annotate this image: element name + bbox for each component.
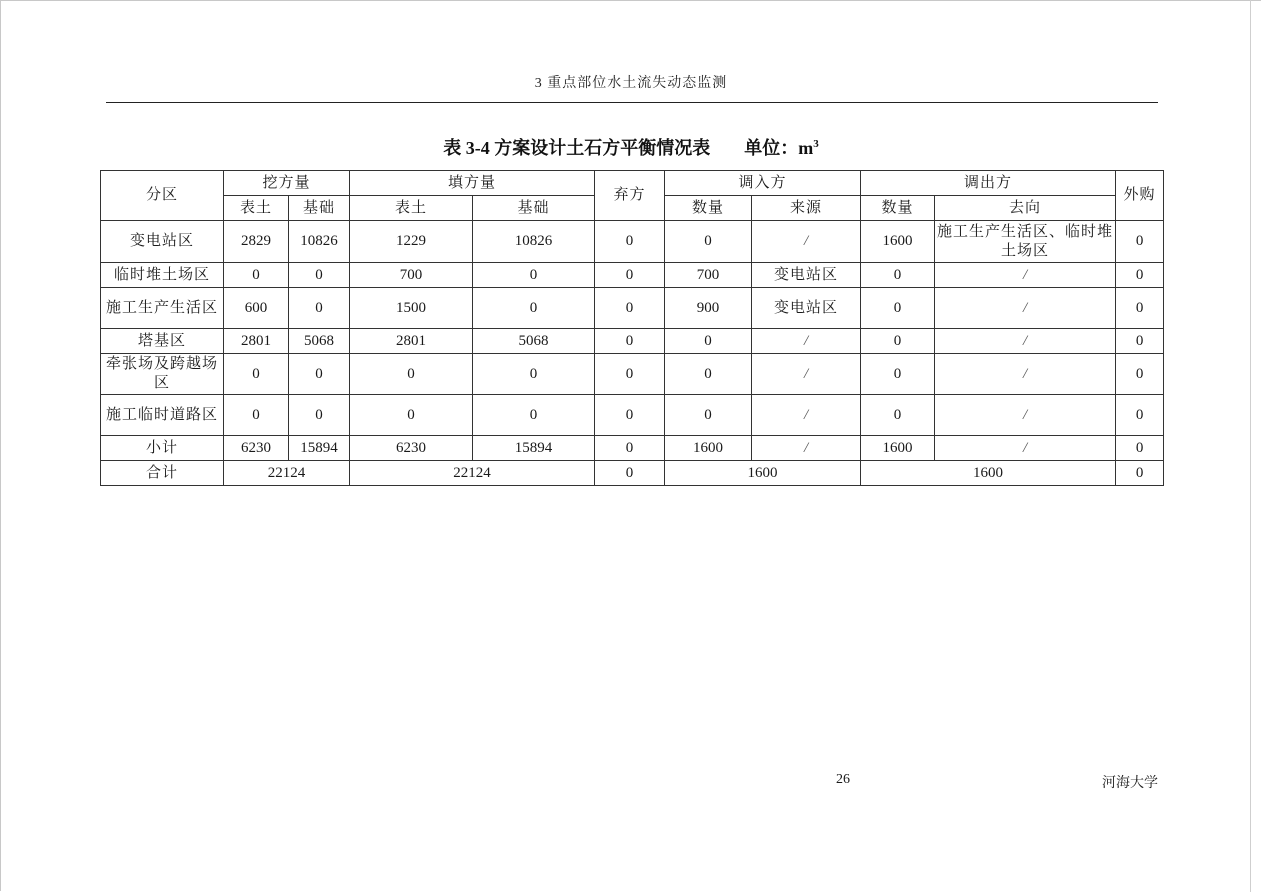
- cell-in-quantity: 700: [665, 263, 752, 288]
- cell-out-quantity: 0: [861, 354, 935, 395]
- cell-out-quantity: 0: [861, 263, 935, 288]
- cell-fill-foundation: 0: [473, 354, 595, 395]
- cell-total-label: 合计: [101, 461, 224, 486]
- header-in-source: 来源: [752, 196, 861, 221]
- cell-exc-topsoil: 0: [224, 395, 289, 436]
- cell-out-quantity: 0: [861, 395, 935, 436]
- cell-zone: 塔基区: [101, 329, 224, 354]
- cell-in-source: /: [752, 329, 861, 354]
- cell-total-fill: 22124: [350, 461, 595, 486]
- cell-fill-topsoil: 0: [350, 395, 473, 436]
- cell-in-source: /: [752, 436, 861, 461]
- table-row: [101, 395, 1164, 436]
- cell-purchase: 0: [1116, 354, 1164, 395]
- cell-in-quantity: 0: [665, 354, 752, 395]
- cell-exc-topsoil: 2801: [224, 329, 289, 354]
- cell-waste: 0: [595, 395, 665, 436]
- cell-fill-topsoil: 1500: [350, 288, 473, 329]
- header-export: 调出方: [861, 171, 1116, 196]
- cell-exc-foundation: 10826: [289, 221, 350, 263]
- cell-exc-foundation: 5068: [289, 329, 350, 354]
- cell-out-destination: /: [935, 436, 1116, 461]
- cell-out-destination: /: [935, 329, 1116, 354]
- table-row: [101, 221, 1164, 263]
- cell-exc-topsoil: 0: [224, 354, 289, 395]
- cell-exc-topsoil: 2829: [224, 221, 289, 263]
- table-unit: [744, 138, 819, 158]
- cell-purchase: 0: [1116, 395, 1164, 436]
- cell-waste: 0: [595, 263, 665, 288]
- cell-fill-foundation: 0: [473, 263, 595, 288]
- subtotal-row: [101, 436, 1164, 461]
- cell-purchase: 0: [1116, 263, 1164, 288]
- footer-organization: 河海大学: [1102, 776, 1158, 791]
- table-row: [101, 263, 1164, 288]
- table-row: [101, 288, 1164, 329]
- cell-waste: 0: [595, 288, 665, 329]
- header-out-destination: 去向: [935, 196, 1116, 221]
- table-row: [101, 354, 1164, 395]
- header-purchase: 外购: [1116, 171, 1164, 221]
- cell-in-quantity: 900: [665, 288, 752, 329]
- table-title: [100, 134, 1162, 160]
- cell-purchase: 0: [1116, 288, 1164, 329]
- cell-in-source: 变电站区: [752, 263, 861, 288]
- cell-in-quantity: 0: [665, 395, 752, 436]
- cell-exc-foundation: 0: [289, 288, 350, 329]
- cell-fill-foundation: 15894: [473, 436, 595, 461]
- cell-purchase: 0: [1116, 436, 1164, 461]
- cell-fill-topsoil: 700: [350, 263, 473, 288]
- cell-in-source: 变电站区: [752, 288, 861, 329]
- cell-out-destination: /: [935, 288, 1116, 329]
- cell-in-source: /: [752, 221, 861, 263]
- page-edge-line: [1250, 0, 1251, 892]
- running-header: 3 重点部位水土流失动态监测: [534, 76, 728, 91]
- header-in-quantity: 数量: [665, 196, 752, 221]
- cell-zone: 牵张场及跨越场区: [101, 354, 224, 395]
- total-row: [101, 461, 1164, 486]
- cell-exc-topsoil: 600: [224, 288, 289, 329]
- cell-fill-foundation: 0: [473, 395, 595, 436]
- header-row-1: [101, 171, 1164, 196]
- cell-zone: 施工临时道路区: [101, 395, 224, 436]
- earthwork-balance-table: [100, 170, 1164, 486]
- cell-waste: 0: [595, 329, 665, 354]
- cell-fill-topsoil: 1229: [350, 221, 473, 263]
- cell-exc-topsoil: 6230: [224, 436, 289, 461]
- cell-fill-topsoil: 2801: [350, 329, 473, 354]
- cell-zone: 临时堆土场区: [101, 263, 224, 288]
- cell-total-waste: 0: [595, 461, 665, 486]
- header-exc-topsoil: 表土: [224, 196, 289, 221]
- cell-fill-topsoil: 0: [350, 354, 473, 395]
- cell-total-excavation: 22124: [224, 461, 350, 486]
- header-fill: 填方量: [350, 171, 595, 196]
- cell-in-quantity: 0: [665, 329, 752, 354]
- cell-out-destination: /: [935, 395, 1116, 436]
- header-import: 调入方: [665, 171, 861, 196]
- cell-purchase: 0: [1116, 329, 1164, 354]
- header-rule: [106, 102, 1158, 103]
- cell-waste: 0: [595, 436, 665, 461]
- header-fill-foundation: 基础: [473, 196, 595, 221]
- cell-zone: 小计: [101, 436, 224, 461]
- cell-out-destination: /: [935, 263, 1116, 288]
- header-excavation: 挖方量: [224, 171, 350, 196]
- cell-fill-foundation: 5068: [473, 329, 595, 354]
- cell-fill-foundation: 0: [473, 288, 595, 329]
- cell-in-quantity: 0: [665, 221, 752, 263]
- cell-exc-foundation: 15894: [289, 436, 350, 461]
- cell-fill-topsoil: 6230: [350, 436, 473, 461]
- header-exc-foundation: 基础: [289, 196, 350, 221]
- table-caption: 表 3-4 方案设计土石方平衡情况表: [443, 138, 711, 158]
- cell-out-destination: /: [935, 354, 1116, 395]
- unit-superscript: 3: [813, 138, 819, 150]
- cell-exc-foundation: 0: [289, 395, 350, 436]
- cell-out-quantity: 0: [861, 329, 935, 354]
- cell-exc-foundation: 0: [289, 354, 350, 395]
- cell-waste: 0: [595, 354, 665, 395]
- cell-in-quantity: 1600: [665, 436, 752, 461]
- cell-exc-topsoil: 0: [224, 263, 289, 288]
- cell-out-destination: 施工生产生活区、临时堆土场区: [935, 221, 1116, 263]
- cell-fill-foundation: 10826: [473, 221, 595, 263]
- cell-total-import: 1600: [665, 461, 861, 486]
- cell-total-purchase: 0: [1116, 461, 1164, 486]
- cell-in-source: /: [752, 395, 861, 436]
- cell-exc-foundation: 0: [289, 263, 350, 288]
- cell-in-source: /: [752, 354, 861, 395]
- cell-out-quantity: 1600: [861, 221, 935, 263]
- cell-zone: 变电站区: [101, 221, 224, 263]
- unit-label: 单位：m: [744, 138, 814, 158]
- cell-out-quantity: 1600: [861, 436, 935, 461]
- header-waste: 弃方: [595, 171, 665, 221]
- cell-zone: 施工生产生活区: [101, 288, 224, 329]
- page-number: 26: [836, 772, 850, 787]
- cell-total-export: 1600: [861, 461, 1116, 486]
- header-fill-topsoil: 表土: [350, 196, 473, 221]
- header-zone: 分区: [101, 171, 224, 221]
- cell-out-quantity: 0: [861, 288, 935, 329]
- cell-purchase: 0: [1116, 221, 1164, 263]
- header-out-quantity: 数量: [861, 196, 935, 221]
- cell-waste: 0: [595, 221, 665, 263]
- table-row: [101, 329, 1164, 354]
